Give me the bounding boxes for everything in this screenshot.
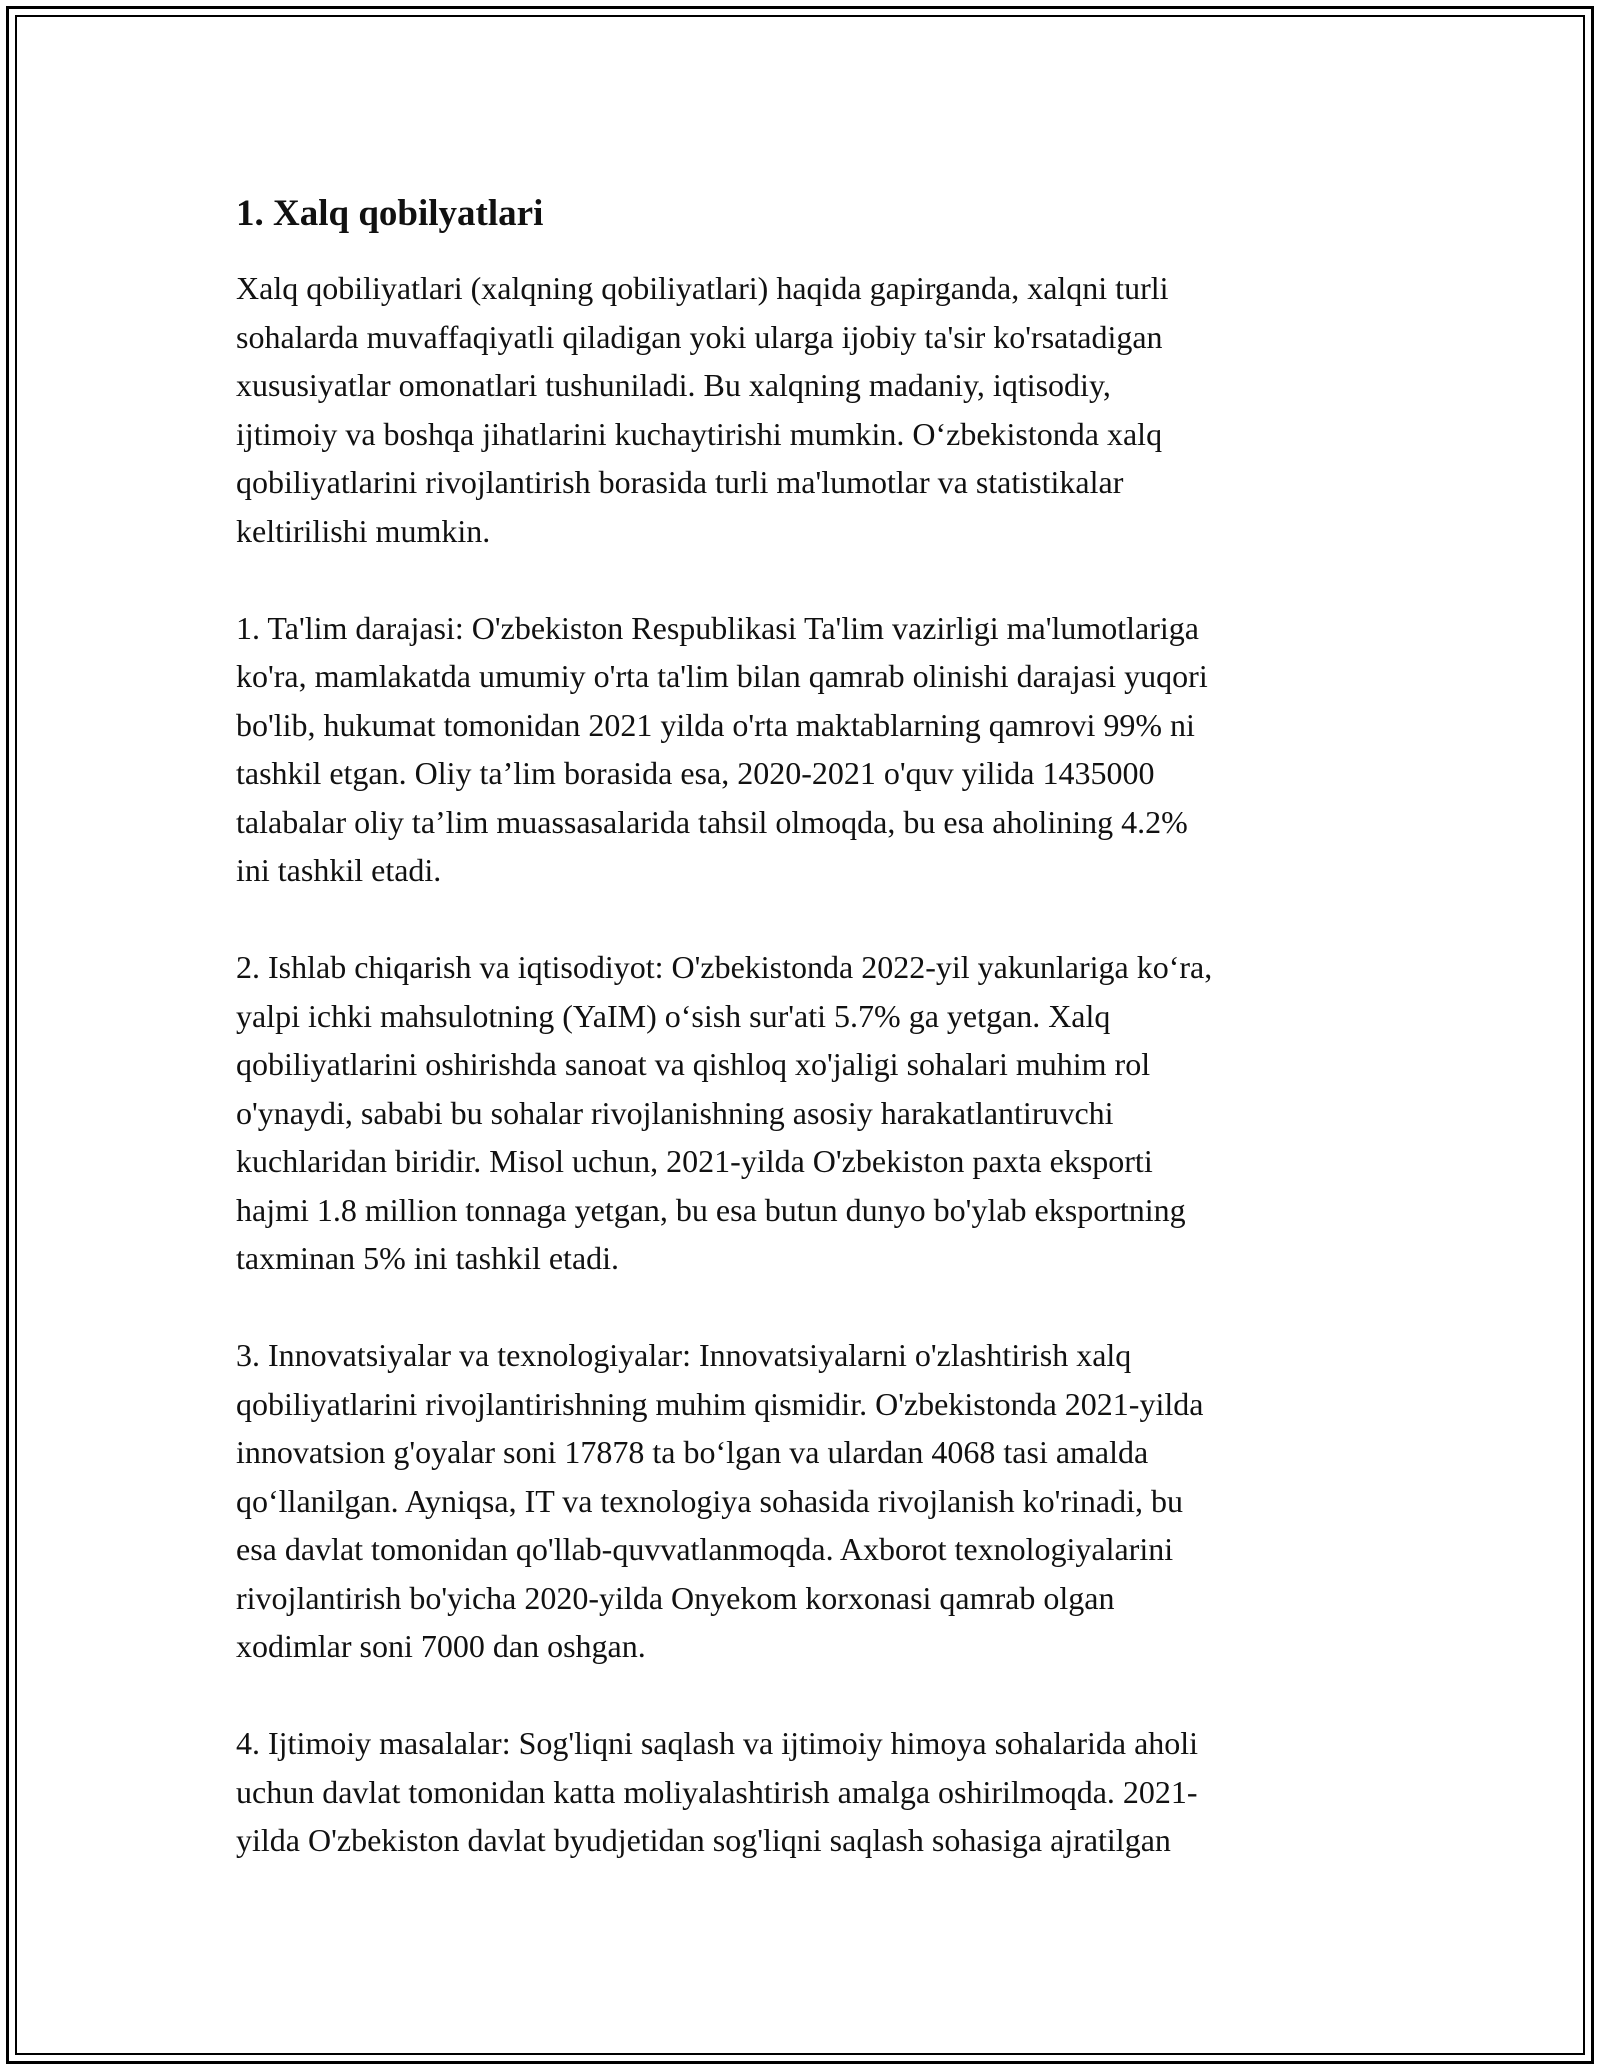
section-heading: 1. Xalq qobilyatlari [236, 193, 544, 234]
document-body [236, 184, 1364, 1913]
paragraph-social-issues: 4. Ijtimoiy masalalar: Sog'liqni saqlash va ijtimoiy himoya sohalarida aholi uchun davlat tomonidan katta moliyalashtirish amalga oshirilmoqda. 2021- yilda O'zbekiston davlat byudjetidan sog'liqni saqlash sohasiga ajratilgan [236, 1725, 1199, 1858]
intro-paragraph: Xalq qobiliyatlari (xalqning qobiliyatlari) haqida gapirganda, xalqni turli sohalarda muvaffaqiyatli qiladigan yoki ularga ijobiy ta'sir ko'rsatadigan xususiyatlar omonatlari tushuniladi. Bu xalqning madaniy, iqtisodiy, ijtimoiy va boshqa jihatlarini kuchaytirishi mumkin. O‘zbekistonda xalq qobiliyatlarini rivojlantirish borasida turli ma'lumotlar va statistikalar keltirilishi mumkin. [236, 270, 1169, 549]
paragraph-production-economy: 2. Ishlab chiqarish va iqtisodiyot: O'zbekistonda 2022-yil yakunlariga ko‘ra, yalpi ichki mahsulotning (YaIM) o‘sish sur'ati 5.7% ga yetgan. Xalq qobiliyatlarini oshirishda sanoat va qishloq xo'jaligi sohalari muhim rol o'ynaydi, sababi bu sohalar rivojlanishning asosiy harakatlantiruvchi kuchlaridan biridir. Misol uchun, 2021-yilda O'zbekiston paxta eksporti hajmi 1.8 million tonnaga yetgan, bu esa butun dunyo bo'ylab eksportning taxminan 5% ini tashkil etadi. [236, 949, 1213, 1276]
paragraph-innovations-technologies: 3. Innovatsiyalar va texnologiyalar: Innovatsiyalarni o'zlashtirish xalq qobiliyatlarini rivojlantirishning muhim qismidir. O'zbekistonda 2021-yilda innovatsion g'oyalar soni 17878 ta bo‘lgan va ulardan 4068 tasi amalda qo‘llanilgan. Ayniqsa, IT va texnologiya sohasida rivojlanish ko'rinadi, bu esa davlat tomonidan qo'llab-quvvatlanmoqda. Axborot texnologiyalarini rivojlantirish bo'yicha 2020-yilda Onyekom korxonasi qamrab olgan xodimlar soni 7000 dan oshgan. [236, 1337, 1204, 1664]
paragraph-education-level: 1. Ta'lim darajasi: O'zbekiston Respublikasi Ta'lim vazirligi ma'lumotlariga ko'ra, mamlakatda umumiy o'rta ta'lim bilan qamrab olinishi darajasi yuqori bo'lib, hukumat tomonidan 2021 yilda o'rta maktablarning qamrovi 99% ni tashkil etgan. Oliy ta’lim borasida esa, 2020-2021 o'quv yilida 1435000 talabalar oliy ta’lim muassasalarida tahsil olmoqda, bu esa aholining 4.2% ini tashkil etadi. [236, 609, 1208, 888]
